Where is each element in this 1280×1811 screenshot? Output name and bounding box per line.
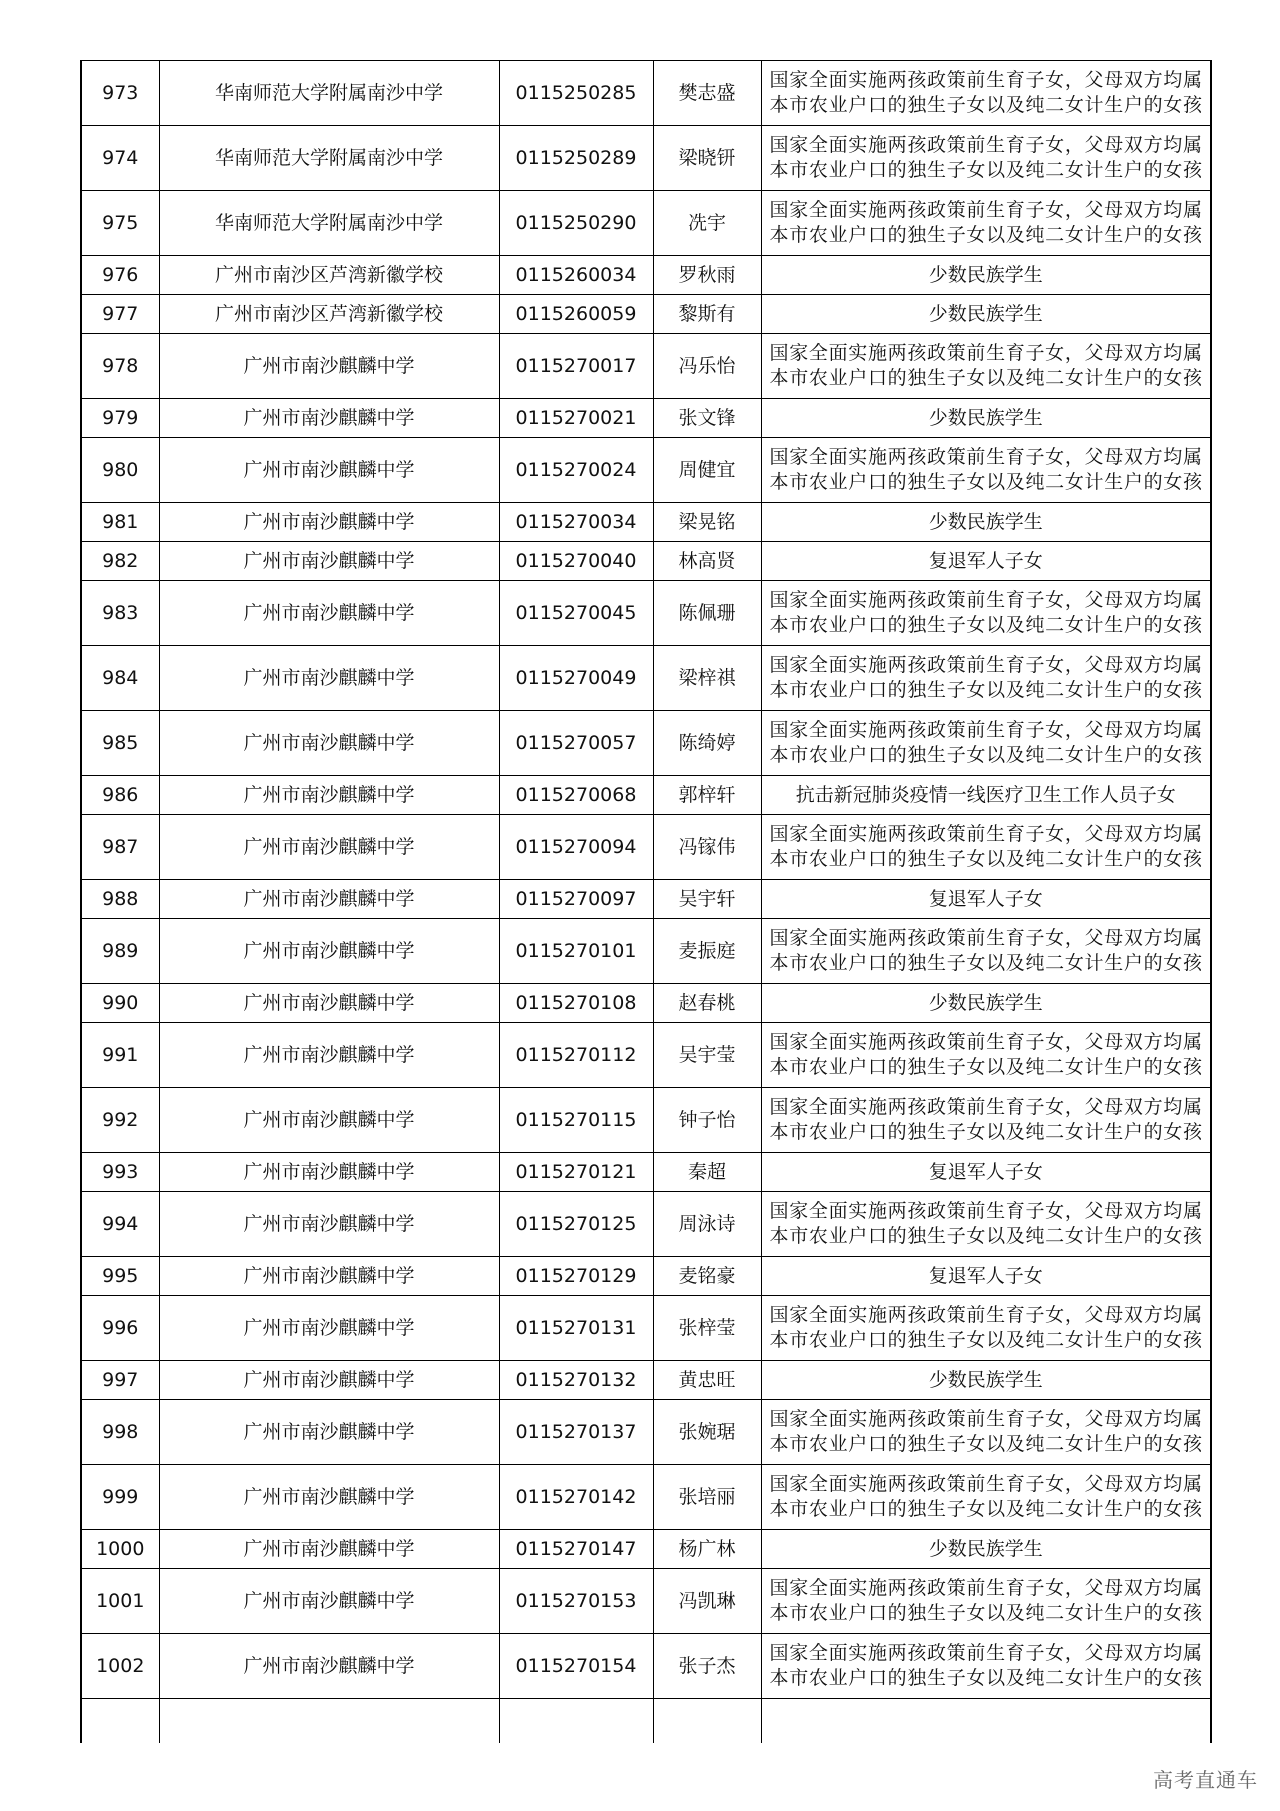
row-number-cell: 973 xyxy=(81,61,159,126)
allocation-table xyxy=(80,60,1212,1743)
student-name-cell: 张子杰 xyxy=(653,1634,761,1699)
student-id-cell: 0115270129 xyxy=(499,1257,653,1296)
student-id-cell: 0115270040 xyxy=(499,542,653,581)
student-name-cell: 林高贤 xyxy=(653,542,761,581)
table-row-continued xyxy=(81,1699,1211,1744)
school-name-cell: 广州市南沙麒麟中学 xyxy=(159,711,499,776)
row-number-cell: 978 xyxy=(81,334,159,399)
student-name-cell: 陈绮婷 xyxy=(653,711,761,776)
eligibility-reason-cell: 少数民族学生 xyxy=(761,1361,1211,1400)
student-id-cell: 0115270147 xyxy=(499,1530,653,1569)
eligibility-reason-cell: 抗击新冠肺炎疫情一线医疗卫生工作人员子女 xyxy=(761,776,1211,815)
eligibility-reason-cell: 少数民族学生 xyxy=(761,256,1211,295)
row-number-cell: 975 xyxy=(81,191,159,256)
school-name-cell: 广州市南沙麒麟中学 xyxy=(159,1257,499,1296)
eligibility-reason-cell: 国家全面实施两孩政策前生育子女，父母双方均属本市农业户口的独生子女以及纯二女计生户的女孩 xyxy=(761,1296,1211,1361)
student-name-cell: 冼宇 xyxy=(653,191,761,256)
eligibility-reason-cell: 复退军人子女 xyxy=(761,1257,1211,1296)
row-number-cell: 979 xyxy=(81,399,159,438)
eligibility-reason-cell: 少数民族学生 xyxy=(761,1530,1211,1569)
empty-cell xyxy=(499,1699,653,1744)
student-name-cell: 陈佩珊 xyxy=(653,581,761,646)
school-name-cell: 广州市南沙麒麟中学 xyxy=(159,1361,499,1400)
school-name-cell: 广州市南沙麒麟中学 xyxy=(159,919,499,984)
eligibility-reason-cell: 复退军人子女 xyxy=(761,1153,1211,1192)
school-name-cell: 广州市南沙麒麟中学 xyxy=(159,399,499,438)
empty-cell xyxy=(159,1699,499,1744)
row-number-cell: 988 xyxy=(81,880,159,919)
school-name-cell: 广州市南沙麒麟中学 xyxy=(159,1192,499,1257)
student-id-cell: 0115270125 xyxy=(499,1192,653,1257)
eligibility-reason-cell: 国家全面实施两孩政策前生育子女，父母双方均属本市农业户口的独生子女以及纯二女计生户的女孩 xyxy=(761,815,1211,880)
row-number-cell: 996 xyxy=(81,1296,159,1361)
row-number-cell: 982 xyxy=(81,542,159,581)
student-id-cell: 0115260034 xyxy=(499,256,653,295)
table-row xyxy=(81,191,1211,256)
student-id-cell: 0115270097 xyxy=(499,880,653,919)
student-name-cell: 麦振庭 xyxy=(653,919,761,984)
empty-cell xyxy=(81,1699,159,1744)
student-id-cell: 0115270132 xyxy=(499,1361,653,1400)
table-row xyxy=(81,1465,1211,1530)
school-name-cell: 广州市南沙区芦湾新徽学校 xyxy=(159,256,499,295)
eligibility-reason-cell: 少数民族学生 xyxy=(761,399,1211,438)
student-id-cell: 0115270108 xyxy=(499,984,653,1023)
student-name-cell: 梁晓钘 xyxy=(653,126,761,191)
school-name-cell: 广州市南沙麒麟中学 xyxy=(159,503,499,542)
student-id-cell: 0115270115 xyxy=(499,1088,653,1153)
school-name-cell: 广州市南沙麒麟中学 xyxy=(159,1465,499,1530)
table-row xyxy=(81,1361,1211,1400)
table-row xyxy=(81,295,1211,334)
row-number-cell: 977 xyxy=(81,295,159,334)
student-name-cell: 吴宇莹 xyxy=(653,1023,761,1088)
student-id-cell: 0115270121 xyxy=(499,1153,653,1192)
student-id-cell: 0115270153 xyxy=(499,1569,653,1634)
row-number-cell: 1000 xyxy=(81,1530,159,1569)
row-number-cell: 985 xyxy=(81,711,159,776)
school-name-cell: 广州市南沙麒麟中学 xyxy=(159,334,499,399)
table-row xyxy=(81,334,1211,399)
student-id-cell: 0115270112 xyxy=(499,1023,653,1088)
student-name-cell: 赵春桃 xyxy=(653,984,761,1023)
table-row xyxy=(81,1530,1211,1569)
eligibility-reason-cell: 少数民族学生 xyxy=(761,295,1211,334)
table-row xyxy=(81,1257,1211,1296)
eligibility-reason-cell: 国家全面实施两孩政策前生育子女，父母双方均属本市农业户口的独生子女以及纯二女计生户的女孩 xyxy=(761,1465,1211,1530)
student-id-cell: 0115270068 xyxy=(499,776,653,815)
student-name-cell: 秦超 xyxy=(653,1153,761,1192)
table-body xyxy=(81,61,1211,1744)
table-row xyxy=(81,646,1211,711)
row-number-cell: 990 xyxy=(81,984,159,1023)
school-name-cell: 广州市南沙麒麟中学 xyxy=(159,581,499,646)
table-row xyxy=(81,126,1211,191)
student-name-cell: 冯镓伟 xyxy=(653,815,761,880)
school-name-cell: 华南师范大学附属南沙中学 xyxy=(159,61,499,126)
table-row xyxy=(81,880,1211,919)
student-id-cell: 0115250290 xyxy=(499,191,653,256)
eligibility-reason-cell: 国家全面实施两孩政策前生育子女，父母双方均属本市农业户口的独生子女以及纯二女计生户的女孩 xyxy=(761,126,1211,191)
row-number-cell: 998 xyxy=(81,1400,159,1465)
row-number-cell: 989 xyxy=(81,919,159,984)
table-row xyxy=(81,542,1211,581)
eligibility-reason-cell: 国家全面实施两孩政策前生育子女，父母双方均属本市农业户口的独生子女以及纯二女计生户的女孩 xyxy=(761,61,1211,126)
table-row xyxy=(81,1296,1211,1361)
table-row xyxy=(81,399,1211,438)
student-name-cell: 冯凯琳 xyxy=(653,1569,761,1634)
student-name-cell: 张婉琚 xyxy=(653,1400,761,1465)
student-id-cell: 0115270045 xyxy=(499,581,653,646)
eligibility-reason-cell: 复退军人子女 xyxy=(761,542,1211,581)
student-id-cell: 0115260059 xyxy=(499,295,653,334)
school-name-cell: 广州市南沙麒麟中学 xyxy=(159,438,499,503)
school-name-cell: 广州市南沙麒麟中学 xyxy=(159,1634,499,1699)
table-row xyxy=(81,503,1211,542)
student-name-cell: 黎斯有 xyxy=(653,295,761,334)
school-name-cell: 广州市南沙麒麟中学 xyxy=(159,984,499,1023)
eligibility-reason-cell: 国家全面实施两孩政策前生育子女，父母双方均属本市农业户口的独生子女以及纯二女计生户的女孩 xyxy=(761,646,1211,711)
row-number-cell: 983 xyxy=(81,581,159,646)
school-name-cell: 广州市南沙麒麟中学 xyxy=(159,1088,499,1153)
row-number-cell: 1001 xyxy=(81,1569,159,1634)
school-name-cell: 广州市南沙麒麟中学 xyxy=(159,1400,499,1465)
student-name-cell: 张文锋 xyxy=(653,399,761,438)
watermark-text: 高考直通车 xyxy=(1153,1768,1258,1792)
student-id-cell: 0115270131 xyxy=(499,1296,653,1361)
row-number-cell: 987 xyxy=(81,815,159,880)
table-row xyxy=(81,438,1211,503)
eligibility-reason-cell: 国家全面实施两孩政策前生育子女，父母双方均属本市农业户口的独生子女以及纯二女计生户的女孩 xyxy=(761,1400,1211,1465)
table-row xyxy=(81,1634,1211,1699)
table-row xyxy=(81,256,1211,295)
student-id-cell: 0115270034 xyxy=(499,503,653,542)
empty-cell xyxy=(761,1699,1211,1744)
school-name-cell: 华南师范大学附属南沙中学 xyxy=(159,191,499,256)
student-name-cell: 罗秋雨 xyxy=(653,256,761,295)
student-name-cell: 周泳诗 xyxy=(653,1192,761,1257)
school-name-cell: 广州市南沙麒麟中学 xyxy=(159,815,499,880)
row-number-cell: 995 xyxy=(81,1257,159,1296)
student-id-cell: 0115250289 xyxy=(499,126,653,191)
eligibility-reason-cell: 国家全面实施两孩政策前生育子女，父母双方均属本市农业户口的独生子女以及纯二女计生户的女孩 xyxy=(761,1192,1211,1257)
eligibility-reason-cell: 国家全面实施两孩政策前生育子女，父母双方均属本市农业户口的独生子女以及纯二女计生户的女孩 xyxy=(761,711,1211,776)
school-name-cell: 广州市南沙区芦湾新徽学校 xyxy=(159,295,499,334)
eligibility-reason-cell: 国家全面实施两孩政策前生育子女，父母双方均属本市农业户口的独生子女以及纯二女计生户的女孩 xyxy=(761,919,1211,984)
table-row xyxy=(81,61,1211,126)
school-name-cell: 广州市南沙麒麟中学 xyxy=(159,1530,499,1569)
student-name-cell: 张梓莹 xyxy=(653,1296,761,1361)
row-number-cell: 976 xyxy=(81,256,159,295)
empty-cell xyxy=(653,1699,761,1744)
row-number-cell: 992 xyxy=(81,1088,159,1153)
row-number-cell: 997 xyxy=(81,1361,159,1400)
eligibility-reason-cell: 国家全面实施两孩政策前生育子女，父母双方均属本市农业户口的独生子女以及纯二女计生户的女孩 xyxy=(761,1023,1211,1088)
school-name-cell: 广州市南沙麒麟中学 xyxy=(159,880,499,919)
school-name-cell: 华南师范大学附属南沙中学 xyxy=(159,126,499,191)
student-name-cell: 梁晃铭 xyxy=(653,503,761,542)
row-number-cell: 981 xyxy=(81,503,159,542)
row-number-cell: 999 xyxy=(81,1465,159,1530)
student-id-cell: 0115270057 xyxy=(499,711,653,776)
eligibility-reason-cell: 国家全面实施两孩政策前生育子女，父母双方均属本市农业户口的独生子女以及纯二女计生户的女孩 xyxy=(761,1088,1211,1153)
school-name-cell: 广州市南沙麒麟中学 xyxy=(159,646,499,711)
eligibility-reason-cell: 国家全面实施两孩政策前生育子女，父母双方均属本市农业户口的独生子女以及纯二女计生户的女孩 xyxy=(761,581,1211,646)
eligibility-reason-cell: 少数民族学生 xyxy=(761,984,1211,1023)
row-number-cell: 980 xyxy=(81,438,159,503)
student-name-cell: 杨广林 xyxy=(653,1530,761,1569)
eligibility-reason-cell: 国家全面实施两孩政策前生育子女，父母双方均属本市农业户口的独生子女以及纯二女计生户的女孩 xyxy=(761,1634,1211,1699)
student-name-cell: 张培丽 xyxy=(653,1465,761,1530)
table-row xyxy=(81,1153,1211,1192)
row-number-cell: 984 xyxy=(81,646,159,711)
student-id-cell: 0115270017 xyxy=(499,334,653,399)
student-name-cell: 吴宇轩 xyxy=(653,880,761,919)
student-id-cell: 0115270154 xyxy=(499,1634,653,1699)
table-row xyxy=(81,984,1211,1023)
table-row xyxy=(81,919,1211,984)
eligibility-reason-cell: 国家全面实施两孩政策前生育子女，父母双方均属本市农业户口的独生子女以及纯二女计生户的女孩 xyxy=(761,438,1211,503)
table-row xyxy=(81,1088,1211,1153)
school-name-cell: 广州市南沙麒麟中学 xyxy=(159,1153,499,1192)
student-id-cell: 0115270094 xyxy=(499,815,653,880)
student-name-cell: 樊志盛 xyxy=(653,61,761,126)
student-name-cell: 钟子怡 xyxy=(653,1088,761,1153)
student-id-cell: 0115270137 xyxy=(499,1400,653,1465)
table-row xyxy=(81,1192,1211,1257)
row-number-cell: 991 xyxy=(81,1023,159,1088)
eligibility-reason-cell: 国家全面实施两孩政策前生育子女，父母双方均属本市农业户口的独生子女以及纯二女计生户的女孩 xyxy=(761,334,1211,399)
student-name-cell: 麦铭豪 xyxy=(653,1257,761,1296)
student-id-cell: 0115250285 xyxy=(499,61,653,126)
student-id-cell: 0115270024 xyxy=(499,438,653,503)
row-number-cell: 974 xyxy=(81,126,159,191)
row-number-cell: 1002 xyxy=(81,1634,159,1699)
table-row xyxy=(81,1569,1211,1634)
eligibility-reason-cell: 少数民族学生 xyxy=(761,503,1211,542)
table-row xyxy=(81,581,1211,646)
student-id-cell: 0115270142 xyxy=(499,1465,653,1530)
table-row xyxy=(81,711,1211,776)
row-number-cell: 993 xyxy=(81,1153,159,1192)
row-number-cell: 986 xyxy=(81,776,159,815)
row-number-cell: 994 xyxy=(81,1192,159,1257)
school-name-cell: 广州市南沙麒麟中学 xyxy=(159,542,499,581)
student-name-cell: 黄忠旺 xyxy=(653,1361,761,1400)
student-name-cell: 梁梓祺 xyxy=(653,646,761,711)
table-row xyxy=(81,815,1211,880)
student-id-cell: 0115270049 xyxy=(499,646,653,711)
school-name-cell: 广州市南沙麒麟中学 xyxy=(159,776,499,815)
student-name-cell: 周健宜 xyxy=(653,438,761,503)
eligibility-reason-cell: 国家全面实施两孩政策前生育子女，父母双方均属本市农业户口的独生子女以及纯二女计生户的女孩 xyxy=(761,191,1211,256)
school-name-cell: 广州市南沙麒麟中学 xyxy=(159,1296,499,1361)
eligibility-reason-cell: 复退军人子女 xyxy=(761,880,1211,919)
table-row xyxy=(81,1400,1211,1465)
school-name-cell: 广州市南沙麒麟中学 xyxy=(159,1023,499,1088)
student-name-cell: 郭梓轩 xyxy=(653,776,761,815)
student-id-cell: 0115270101 xyxy=(499,919,653,984)
table-row xyxy=(81,776,1211,815)
student-id-cell: 0115270021 xyxy=(499,399,653,438)
school-name-cell: 广州市南沙麒麟中学 xyxy=(159,1569,499,1634)
table-row xyxy=(81,1023,1211,1088)
student-name-cell: 冯乐怡 xyxy=(653,334,761,399)
eligibility-reason-cell: 国家全面实施两孩政策前生育子女，父母双方均属本市农业户口的独生子女以及纯二女计生户的女孩 xyxy=(761,1569,1211,1634)
